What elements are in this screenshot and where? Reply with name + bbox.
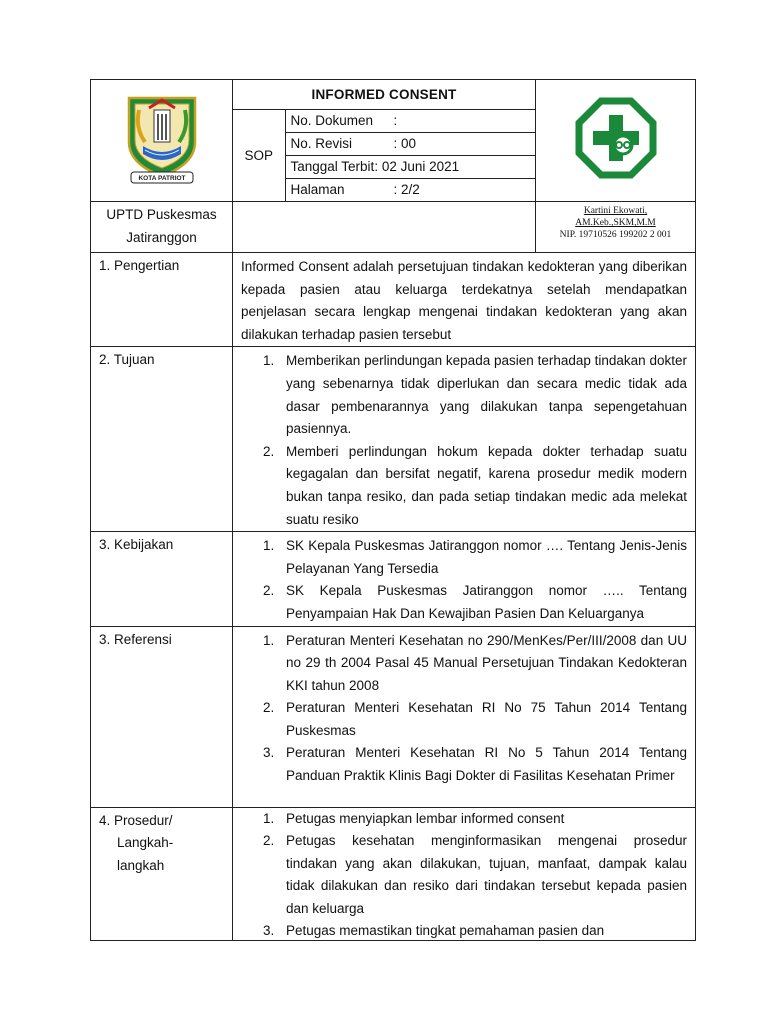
list-item: 2. Petugas kesehatan menginformasikan mengenai prosedur tindakan yang akan dilakukan, tujuan, manfaat, dampak kalau tidak dilakukan dan resiko dari tindakan tersebut kepada pasien dan keluarga (263, 833, 687, 916)
signatory-name: Kartini Ekowati, (583, 206, 648, 216)
doc-field-page: Halaman : 2/2 (290, 182, 420, 197)
section-label-kebijakan: 3. Kebijakan (91, 532, 233, 626)
section-label-tujuan: 2. Tujuan (91, 347, 233, 532)
prosedur-label-line-1: 4. Prosedur/ (99, 812, 173, 828)
document-title: INFORMED CONSENT (233, 80, 535, 110)
section-content-referensi (233, 626, 696, 807)
list-item: 3. Peraturan Menteri Kesehatan RI No 5 Tahun 2014 Tentang Panduan Praktik Klinis Bagi Dokter di Fasilitas Kesehatan Primer (263, 745, 687, 784)
sop-document (90, 79, 695, 941)
doc-field-number: No. Dokumen : (285, 110, 535, 133)
section-content-prosedur (233, 807, 696, 940)
list-item: 1. Petugas menyiapkan lembar informed consent (263, 810, 565, 826)
list-item: 1. Peraturan Menteri Kesehatan no 290/MenKes/Per/III/2008 dan UU no 29 th 2004 Pasal 45 Manual Persetujuan Tindakan Kedokteran KKI tahun 2008 (263, 632, 687, 693)
list-item: 2. Memberi perlindungan hokum kepada dokter terhadap suatu kegagalan dan bersifat negatif, karena prosedur medik modern bukan tanpa resiko, dan pada setiap tindakan medic ada melekat suatu resiko (263, 443, 687, 527)
doc-field-date: Tanggal Terbit: 02 Juni 2021 (285, 156, 535, 179)
puskesmas-logo-icon (573, 95, 659, 181)
left-logo-cell (91, 80, 233, 202)
doc-field-revision: No. Revisi : 00 (285, 133, 535, 156)
unit-line-1: UPTD Puskesmas (106, 207, 217, 222)
list-item: 2. SK Kepala Puskesmas Jatiranggon nomor ….. Tentang Penyampaian Hak Dan Kewajiban Pasien Dan Keluarganya (263, 583, 687, 621)
section-text-pengertian: Informed Consent adalah persetujuan tindakan kedokteran yang diberikan kepada pasien atau keluarga terdekatnya setelah mendapatkan penjelasan secara lengkap mengenai tindakan kedokteran yang akan dilakukan terhadap pasien tersebut (233, 253, 696, 347)
section-content-tujuan (233, 347, 696, 532)
section-content-kebijakan (233, 532, 696, 626)
right-logo-cell (536, 80, 696, 202)
signatory-nip: NIP. 19710526 199202 2 001 (559, 230, 672, 240)
unit-line-2: Jatiranggon (126, 229, 197, 245)
signatory-block (536, 202, 696, 253)
title-block (233, 80, 536, 202)
prosedur-label-line-3: langkah (117, 857, 165, 873)
list-item: 1. Memberikan perlindungan kepada pasien terhadap tindakan dokter yang sebenarnya tidak diperlukan dan secara medic tidak ada dasar pembenarannya yang dilakukan tanpa sepengetahuan pasiennya. (263, 353, 687, 437)
sop-label: SOP (233, 110, 285, 202)
blank-cell (233, 202, 536, 253)
prosedur-label-line-2: Langkah- (117, 835, 174, 851)
signatory-title: AM.Keb.,SKM,M.M (575, 218, 656, 228)
list-item: 3. Petugas memastikan tingkat pemahaman pasien dan (263, 923, 605, 938)
section-label-pengertian: 1. Pengertian (91, 253, 233, 347)
unit-name (91, 202, 233, 253)
sop-table (90, 79, 696, 941)
city-emblem-icon (121, 88, 203, 188)
list-item: 1. SK Kepala Puskesmas Jatiranggon nomor …. Tentang Jenis-Jenis Pelayanan Yang Tersedia (263, 538, 687, 576)
list-item: 2. Peraturan Menteri Kesehatan RI No 75 Tahun 2014 Tentang Puskesmas (263, 700, 687, 738)
emblem-caption: KOTA PATRIOT (137, 175, 186, 182)
section-label-referensi: 3. Referensi (91, 626, 233, 807)
section-label-prosedur (91, 807, 233, 940)
